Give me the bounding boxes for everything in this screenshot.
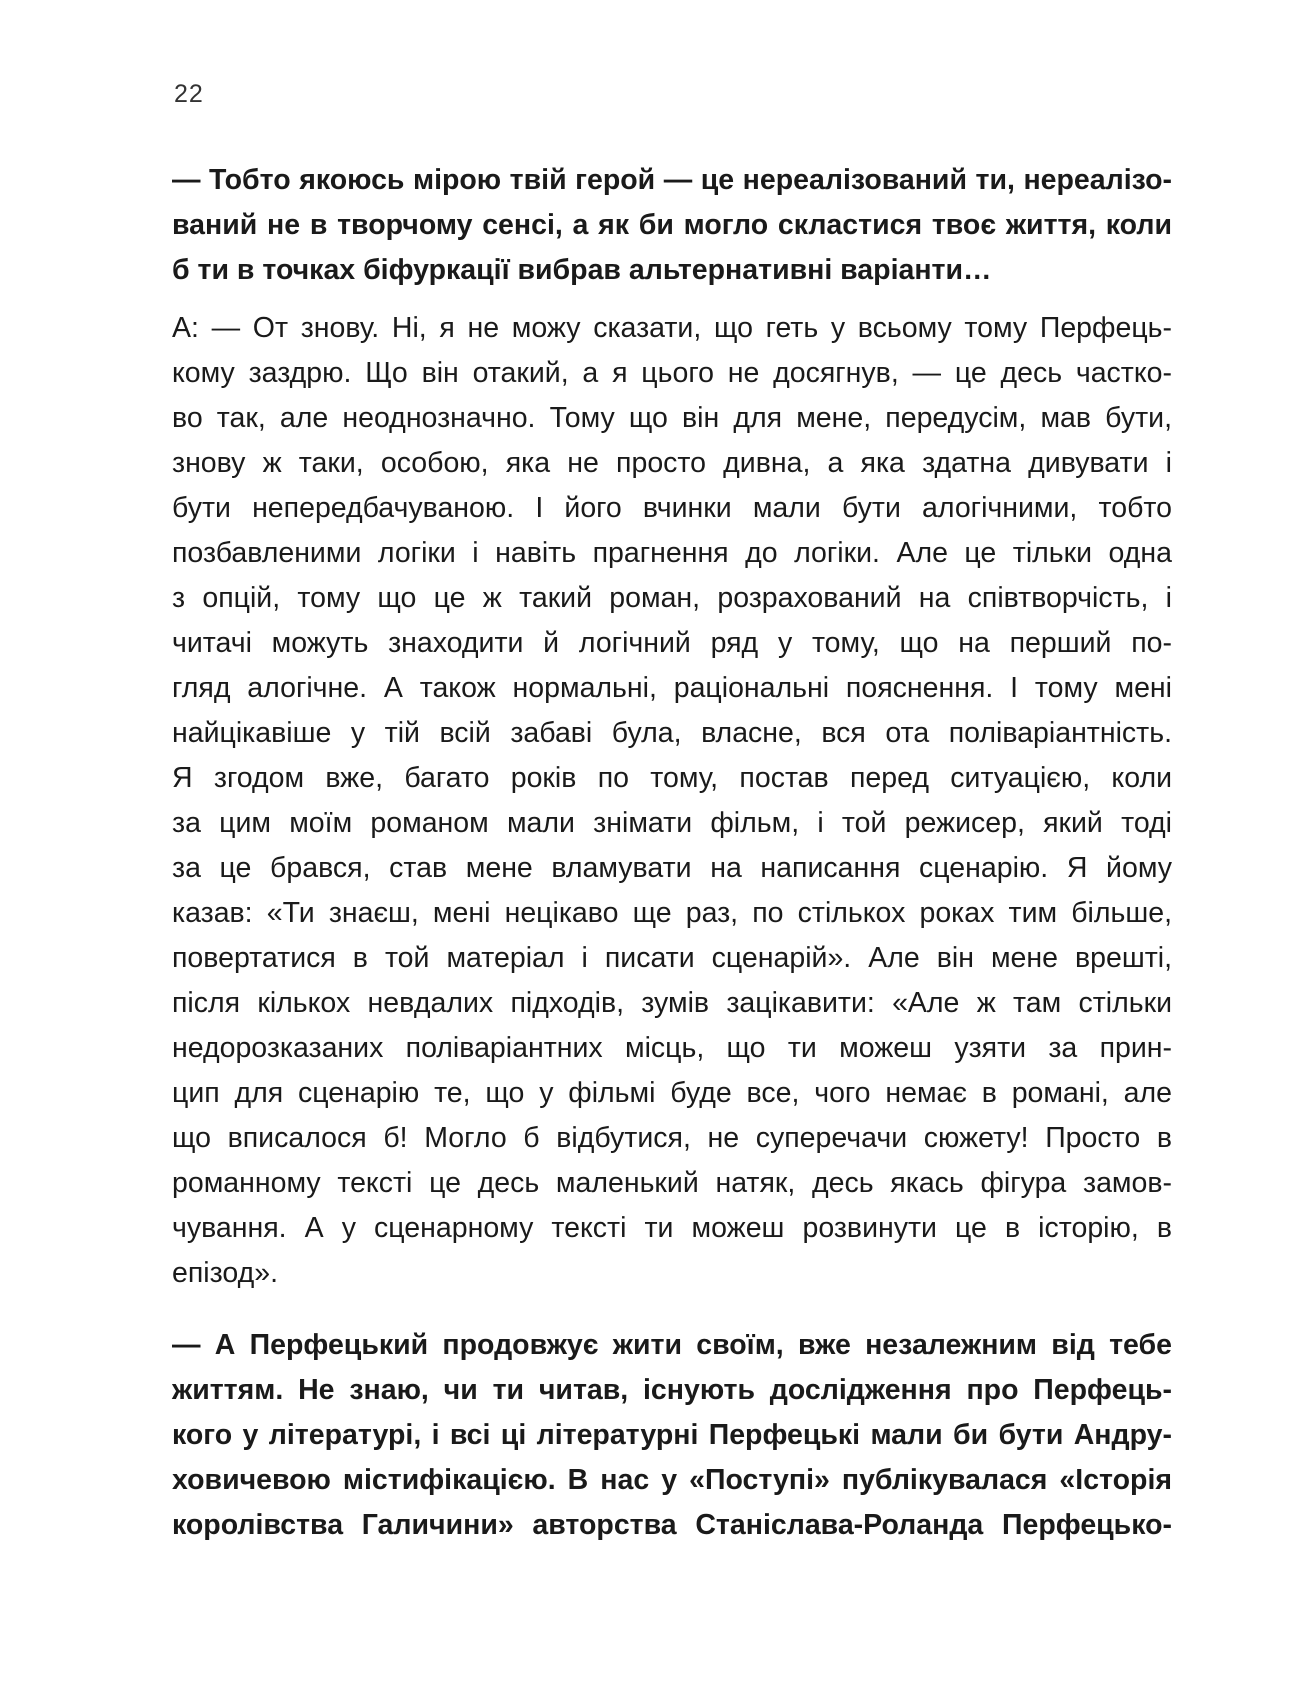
page-number: 22 — [174, 80, 204, 108]
answer-line: гляд алогічне. А також нормальні, раціональні пояснення. І тому мені — [172, 672, 1172, 704]
answer-line: А: — От знову. Ні, я не можу сказати, що геть у всьому тому Перфець- — [172, 312, 1172, 344]
answer-line: найцікавіше у тій всій забаві була, власне, вся ота поліваріантність. — [172, 717, 1172, 749]
answer-line: Я згодом вже, багато років по тому, постав перед ситуацією, коли — [172, 762, 1172, 794]
answer-line: з опцій, тому що це ж такий роман, розрахований на співтворчість, і — [172, 582, 1172, 614]
question-line: — А Перфецький продовжує жити своїм, вже незалежним від тебе — [172, 1329, 1172, 1361]
question-line: ховичевою містифікацією. В нас у «Поступі» публікувалася «Історія — [172, 1464, 1172, 1496]
answer-line: недорозказаних поліваріантних місць, що ти можеш узяти за прин- — [172, 1032, 1172, 1064]
question-line: життям. Не знаю, чи ти читав, існують дослідження про Перфець- — [172, 1374, 1172, 1406]
interview-question-2 — [172, 1323, 1172, 1548]
answer-line: во так, але неоднозначно. Тому що він для мене, передусім, мав бути, — [172, 402, 1172, 434]
answer-line: що вписалося б! Могло б відбутися, не суперечачи сюжету! Просто в — [172, 1122, 1172, 1154]
answer-line: кому заздрю. Що він отакий, а я цього не досягнув, — це десь частко- — [172, 357, 1172, 389]
answer-line: за це брався, став мене вламувати на написання сценарію. Я йому — [172, 852, 1172, 884]
answer-line: чування. А у сценарному тексті ти можеш розвинути це в історію, в — [172, 1212, 1172, 1244]
answer-line: бути непередбачуваною. І його вчинки мали бути алогічними, тобто — [172, 492, 1172, 524]
question-line: б ти в точках біфуркації вибрав альтернативні варіанти… — [172, 254, 992, 286]
interview-answer-1 — [172, 306, 1172, 1296]
answer-line: епізод». — [172, 1257, 278, 1289]
answer-line: читачі можуть знаходити й логічний ряд у тому, що на перший по- — [172, 627, 1172, 659]
answer-line: знову ж таки, особою, яка не просто дивна, а яка здатна дивувати і — [172, 447, 1172, 479]
interview-question-1 — [172, 158, 1172, 293]
answer-line: за цим моїм романом мали знімати фільм, і той режисер, який тоді — [172, 807, 1172, 839]
answer-line: казав: «Ти знаєш, мені нецікаво ще раз, по стількох роках тим більше, — [172, 897, 1172, 929]
answer-line: повертатися в той матеріал і писати сценарій». Але він мене врешті, — [172, 942, 1172, 974]
question-line: королівства Галичини» авторства Станіслава-Роланда Перфецько- — [172, 1509, 1172, 1541]
question-line: — Тобто якоюсь мірою твій герой — це нереалізований ти, нереалізо- — [172, 164, 1172, 196]
question-line: кого у літературі, і всі ці літературні Перфецькі мали би бути Андру- — [172, 1419, 1172, 1451]
answer-line: цип для сценарію те, що у фільмі буде все, чого немає в романі, але — [172, 1077, 1172, 1109]
question-line: ваний не в творчому сенсі, а як би могло скластися твоє життя, коли — [172, 209, 1172, 241]
answer-line: романному тексті це десь маленький натяк, десь якась фігура замов- — [172, 1167, 1172, 1199]
answer-line: після кількох невдалих підходів, зумів зацікавити: «Але ж там стільки — [172, 987, 1172, 1019]
answer-line: позбавленими логіки і навіть прагнення до логіки. Але це тільки одна — [172, 537, 1172, 569]
